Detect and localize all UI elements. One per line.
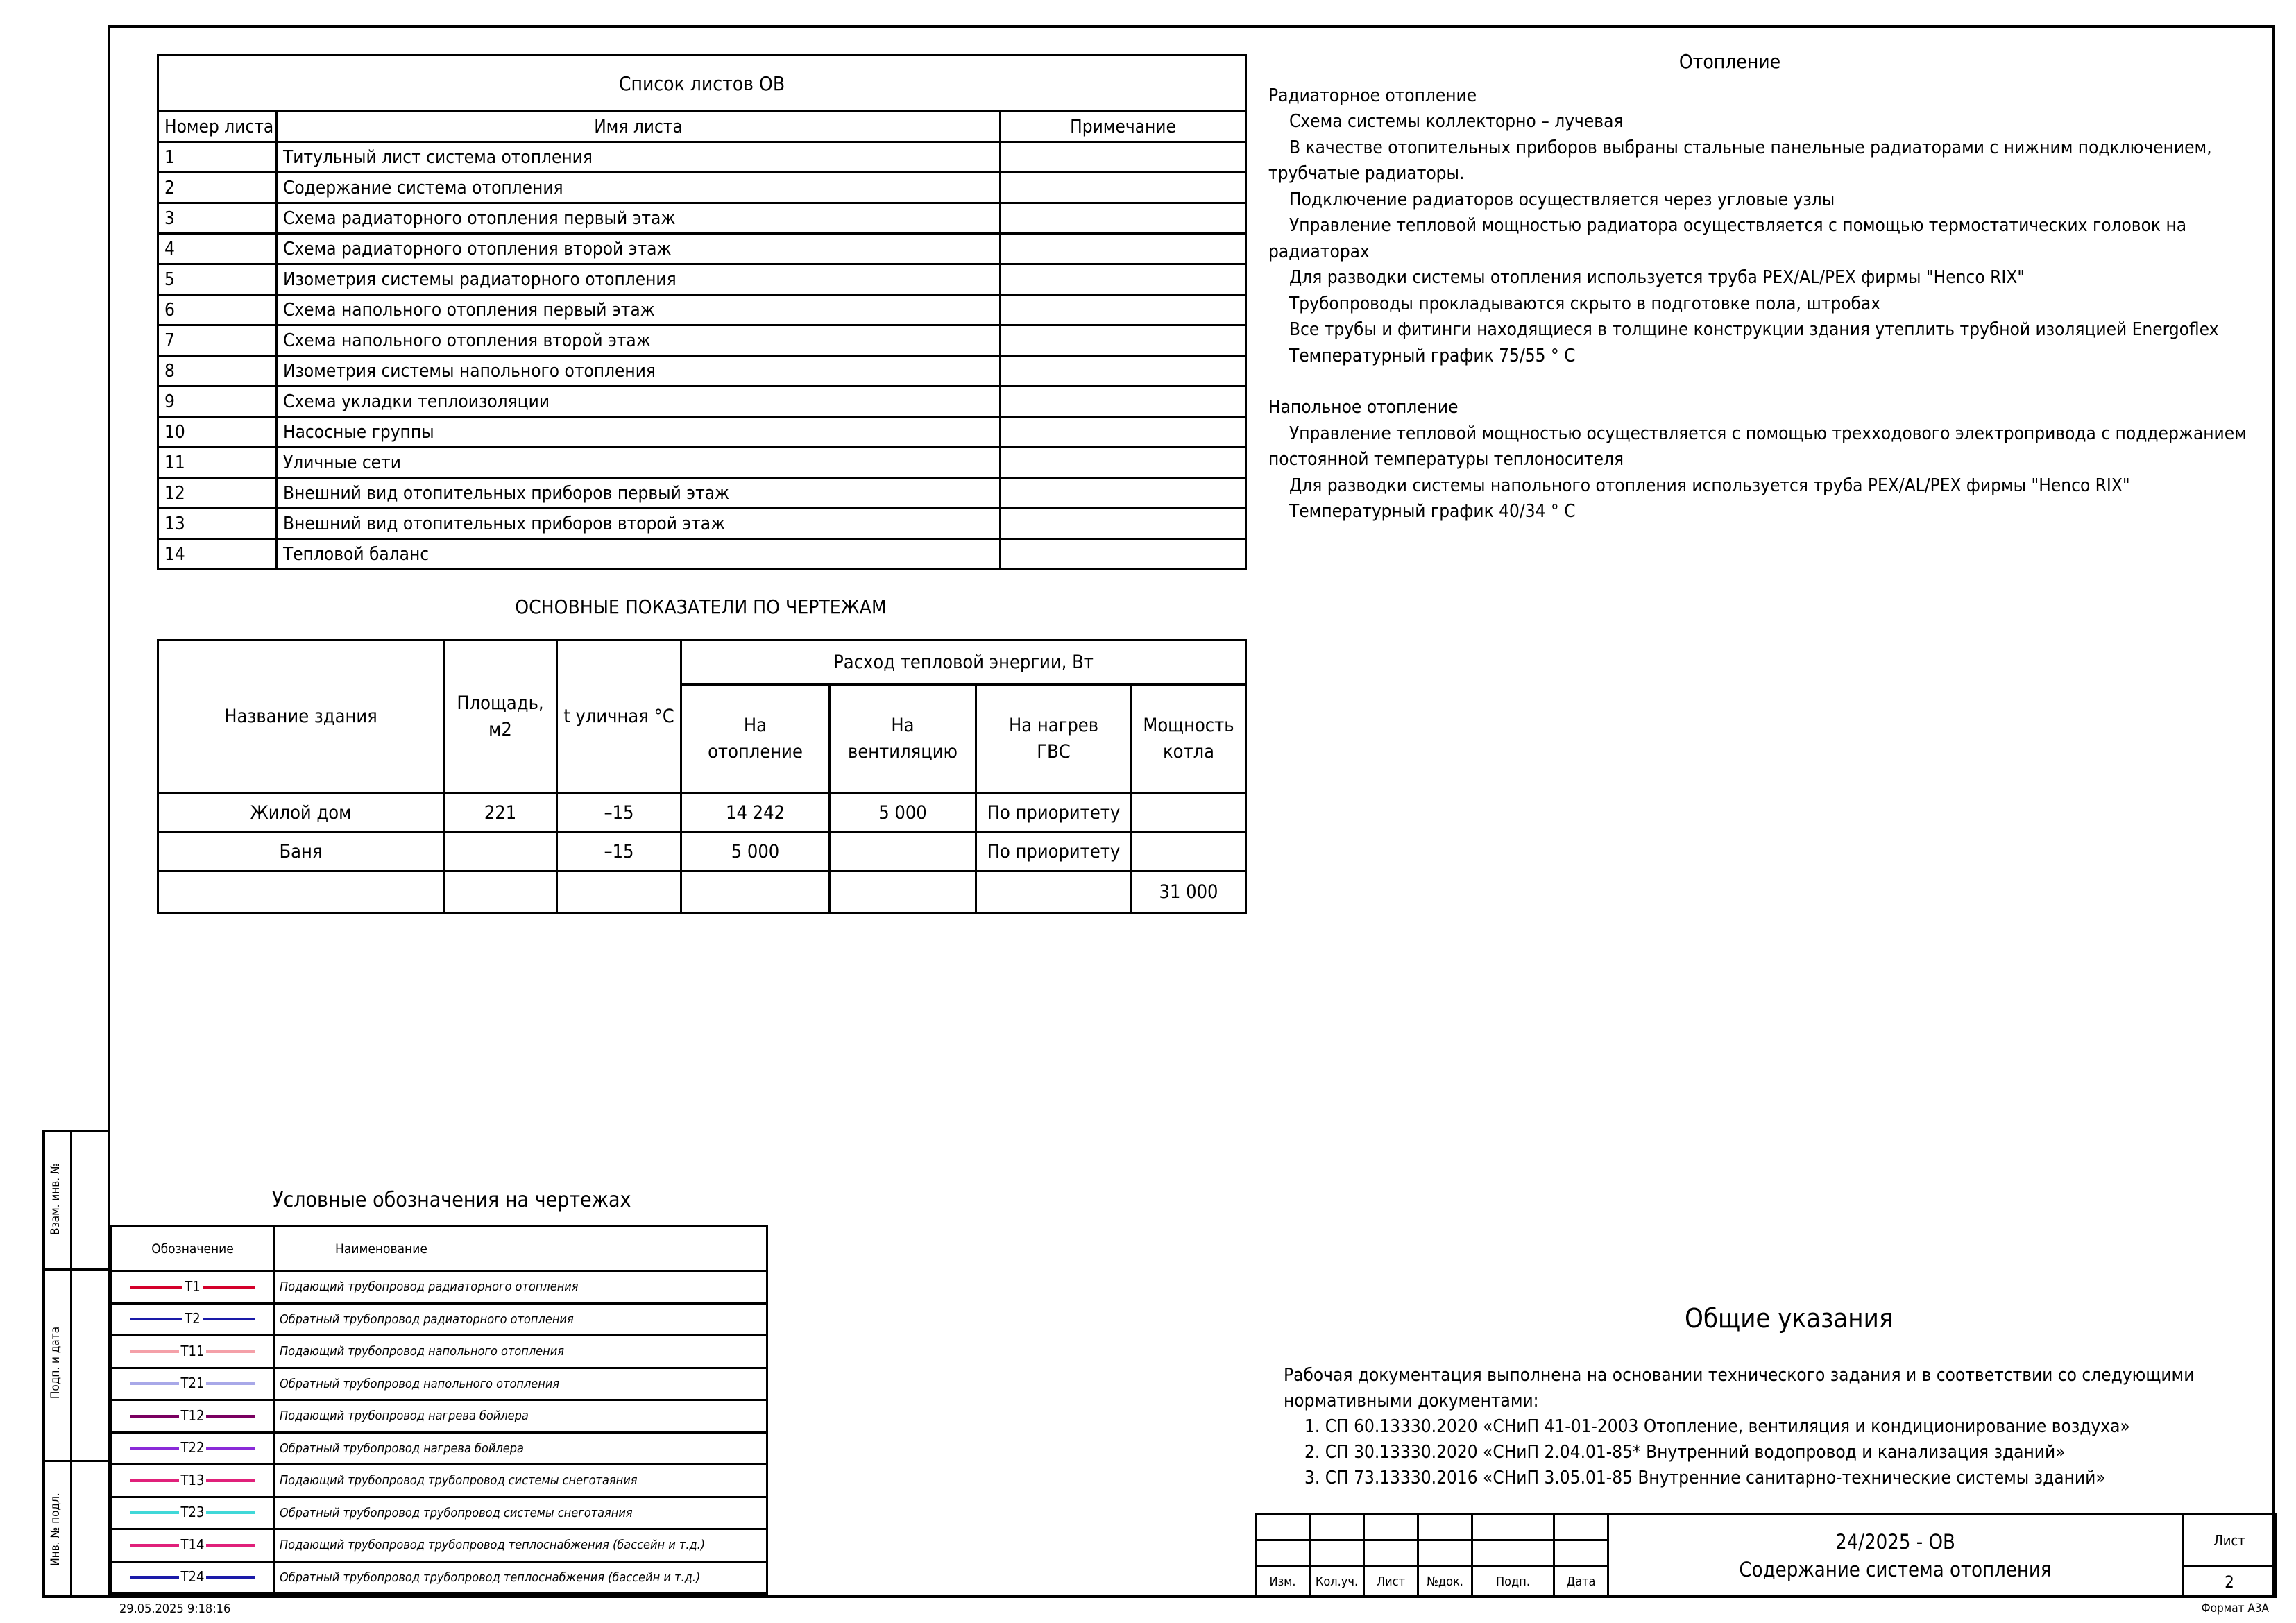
indicator-ventilation — [830, 833, 976, 872]
indicator-ventilation: 5 000 — [830, 794, 976, 833]
legend-code-label — [112, 1568, 273, 1585]
stamp-replace-inv: Взам. инв. № — [49, 1163, 62, 1235]
indicator-temp: –15 — [557, 833, 681, 872]
table-row — [158, 417, 1246, 448]
legend-code: Т22 — [179, 1439, 207, 1456]
legend-code: Т13 — [179, 1472, 207, 1488]
sheet-note — [1001, 264, 1246, 295]
floor-note-line: Для разводки системы напольного отопления используется труба PEX/AL/PEX фирмы "Henco RIX" — [1289, 475, 2130, 496]
legend-name: Подающий трубопровод нагрева бойлера — [275, 1400, 767, 1433]
legend-code: Т11 — [179, 1343, 207, 1359]
general-items — [1284, 1414, 2194, 1491]
legend-code: Т24 — [179, 1568, 207, 1585]
general-title: Общие указания — [1685, 1303, 1894, 1334]
legend-title: Условные обозначения на чертежах — [272, 1188, 631, 1212]
legend-row — [111, 1529, 767, 1562]
hdr-ventilation: На вентиляцию — [830, 685, 976, 794]
sheet-note — [1001, 539, 1246, 570]
table-row — [158, 356, 1246, 386]
title-block-label: Подп. — [1472, 1567, 1554, 1597]
general-intro-2: нормативными документами: — [1284, 1391, 1539, 1411]
sheet-number: 6 — [158, 295, 277, 325]
sheet-name: Схема укладки теплоизоляции — [277, 386, 1001, 417]
sheet-number: 4 — [158, 234, 277, 264]
legend-code-label — [112, 1278, 273, 1295]
legend-symbol — [111, 1432, 275, 1465]
sheet-name: Насосные группы — [277, 417, 1001, 448]
sheet-name: Изометрия системы напольного отопления — [277, 356, 1001, 386]
legend-table — [110, 1225, 768, 1595]
legend-col-name: Наименование — [275, 1227, 767, 1271]
hdr-area: Площадь, м2 — [444, 640, 557, 794]
radiator-note-line: Температурный график 75/55 ° С — [1289, 345, 1576, 366]
legend-symbol — [111, 1497, 275, 1529]
sheet-name: Внешний вид отопительных приборов первый этаж — [277, 478, 1001, 509]
indicators-table — [157, 639, 1247, 914]
sheet-number: 9 — [158, 386, 277, 417]
general-item: 2. СП 30.13330.2020 «СНиП 2.04.01-85* Внутренний водопровод и канализация зданий» — [1304, 1442, 2066, 1463]
legend-code-label — [112, 1536, 273, 1553]
sheet-list-table — [157, 54, 1247, 570]
sheet-number: 11 — [158, 448, 277, 478]
sheet-name: Схема напольного отопления первый этаж — [277, 295, 1001, 325]
hdr-dhw: На нагрев ГВС — [976, 685, 1132, 794]
legend-symbol — [111, 1303, 275, 1336]
sheet-name: Схема напольного отопления второй этаж — [277, 325, 1001, 356]
indicator-building — [158, 872, 444, 913]
sheet-number: 1 — [158, 142, 277, 173]
sheet-name: Тепловой баланс — [277, 539, 1001, 570]
legend-code: Т21 — [179, 1375, 207, 1391]
legend-name: Обратный трубопровод напольного отопления — [275, 1368, 767, 1400]
legend-row — [111, 1368, 767, 1400]
legend-row — [111, 1303, 767, 1336]
legend-symbol — [111, 1561, 275, 1594]
title-block — [1255, 1513, 2277, 1598]
sheet-number: 13 — [158, 509, 277, 539]
legend-code-label — [112, 1439, 273, 1456]
indicator-boiler — [1132, 833, 1246, 872]
title-block-label: №док. — [1418, 1567, 1472, 1597]
sheet-name: Содержание система отопления — [277, 173, 1001, 203]
legend-name: Обратный трубопровод трубопровод системы снеготаяния — [275, 1497, 767, 1529]
legend-row — [111, 1271, 767, 1304]
legend-code-label — [112, 1310, 273, 1327]
indicator-temp — [557, 872, 681, 913]
sheet-note — [1001, 295, 1246, 325]
radiator-note-line: Управление тепловой мощностью радиатора осуществляется с помощью термостатических головок на — [1289, 215, 2187, 236]
hdr-temp: t уличная °С — [557, 640, 681, 794]
general-item: 3. СП 73.13330.2016 «СНиП 3.05.01-85 Внутренние санитарно-технические системы зданий» — [1304, 1468, 2106, 1488]
table-row — [158, 264, 1246, 295]
indicator-dhw — [976, 872, 1132, 913]
sheet-list-rows — [158, 142, 1246, 570]
general-intro-1: Рабочая документация выполнена на основании технического задания и в соответствии со следующими — [1284, 1365, 2195, 1386]
sheet-name: Внешний вид отопительных приборов второй этаж — [277, 509, 1001, 539]
general-text — [1284, 1363, 2194, 1491]
sheet-number: 10 — [158, 417, 277, 448]
legend-symbol — [111, 1368, 275, 1400]
legend-row — [111, 1497, 767, 1529]
title-block-label: Кол.уч. — [1310, 1567, 1364, 1597]
sheet-name: Изометрия системы радиаторного отопления — [277, 264, 1001, 295]
format-label: Формат A3A — [2201, 1601, 2269, 1615]
indicator-building: Жилой дом — [158, 794, 444, 833]
indicator-heating — [681, 872, 830, 913]
floor-note-line: постоянной температуры теплоносителя — [1268, 449, 1624, 470]
sheet-number: 7 — [158, 325, 277, 356]
sheet-note — [1001, 478, 1246, 509]
heating-notes — [1268, 49, 2254, 525]
legend-code: Т23 — [179, 1504, 207, 1520]
sheet-name: Титульный лист система отопления — [277, 142, 1001, 173]
sheet-number: 5 — [158, 264, 277, 295]
legend-symbol — [111, 1400, 275, 1433]
legend-row — [111, 1561, 767, 1594]
table-row — [158, 203, 1246, 234]
radiator-note-line: трубчатые радиаторы. — [1268, 163, 1465, 184]
legend-name: Подающий трубопровод радиаторного отопления — [275, 1271, 767, 1304]
radiator-note-line: Трубопроводы прокладываются скрыто в подготовке пола, штробах — [1289, 293, 1881, 314]
legend-code-label — [112, 1375, 273, 1391]
stamp-original-inv: Инв. № подл. — [49, 1493, 62, 1566]
legend-name: Подающий трубопровод трубопровод системы снеготаяния — [275, 1465, 767, 1497]
sheet-number: 2 — [158, 173, 277, 203]
sheet-number: 8 — [158, 356, 277, 386]
table-row — [158, 386, 1246, 417]
sheet-note — [1001, 234, 1246, 264]
legend-row — [111, 1400, 767, 1433]
sheet-note — [1001, 509, 1246, 539]
sheet-note — [1001, 173, 1246, 203]
sheet-note — [1001, 325, 1246, 356]
table-row — [158, 509, 1246, 539]
sheet-number: 14 — [158, 539, 277, 570]
sheet-name: Уличные сети — [277, 448, 1001, 478]
general-item: 1. СП 60.13330.2020 «СНиП 41-01-2003 Отопление, вентиляция и кондиционирование воздуха» — [1304, 1416, 2130, 1437]
legend-name: Обратный трубопровод трубопровод теплоснабжения (бассейн и т.д.) — [275, 1561, 767, 1594]
table-row — [158, 234, 1246, 264]
radiator-note-line: Схема системы коллекторно – лучевая — [1289, 111, 1624, 132]
sheet-number: 3 — [158, 203, 277, 234]
legend-code: Т1 — [182, 1278, 202, 1295]
indicator-building: Баня — [158, 833, 444, 872]
col-sheet-name: Имя листа — [277, 112, 1001, 142]
legend-rows — [111, 1271, 767, 1594]
sheet-note — [1001, 448, 1246, 478]
floor-heading: Напольное отопление — [1268, 397, 1459, 418]
floor-note-line: Управление тепловой мощностью осуществляется с помощью трехходового электропривода с поддержанием — [1289, 423, 2247, 444]
legend-code: Т14 — [179, 1536, 207, 1553]
side-stamp — [42, 1130, 109, 1598]
legend-name: Обратный трубопровод нагрева бойлера — [275, 1432, 767, 1465]
legend-name: Обратный трубопровод радиаторного отопления — [275, 1303, 767, 1336]
table-row — [158, 325, 1246, 356]
indicator-area: 221 — [444, 794, 557, 833]
stamp-sign-date: Подп. и дата — [49, 1326, 62, 1400]
legend-name: Подающий трубопровод напольного отопления — [275, 1336, 767, 1368]
table-row — [158, 833, 1246, 872]
radiator-note-line: Подключение радиаторов осуществляется через угловые узлы — [1289, 189, 1835, 210]
legend-row — [111, 1336, 767, 1368]
sheet-number: 12 — [158, 478, 277, 509]
radiator-note-line: радиаторах — [1268, 241, 1370, 262]
indicator-dhw: По приоритету — [976, 794, 1132, 833]
indicator-heating: 14 242 — [681, 794, 830, 833]
radiator-lines — [1268, 109, 2254, 369]
floor-lines — [1268, 421, 2254, 525]
table-row — [158, 142, 1246, 173]
table-row — [158, 794, 1246, 833]
indicator-temp: –15 — [557, 794, 681, 833]
indicator-boiler: 31 000 — [1132, 872, 1246, 913]
legend-row — [111, 1432, 767, 1465]
hdr-heating: На отопление — [681, 685, 830, 794]
legend-symbol — [111, 1271, 275, 1304]
title-block-label: Изм. — [1256, 1567, 1310, 1597]
indicator-ventilation — [830, 872, 976, 913]
legend-col-symbol: Обозначение — [111, 1227, 275, 1271]
sheet-note — [1001, 386, 1246, 417]
hdr-energy: Расход тепловой энергии, Вт — [681, 640, 1246, 685]
legend-code-label — [112, 1343, 273, 1359]
legend-symbol — [111, 1465, 275, 1497]
sheet-name: Схема радиаторного отопления первый этаж — [277, 203, 1001, 234]
radiator-heading: Радиаторное отопление — [1268, 85, 1477, 106]
indicator-dhw: По приоритету — [976, 833, 1132, 872]
title-block-label: Дата — [1554, 1567, 1608, 1597]
sheet-name: Схема радиаторного отопления второй этаж — [277, 234, 1001, 264]
indicator-area — [444, 833, 557, 872]
sheet-note — [1001, 203, 1246, 234]
radiator-note-line: Для разводки системы отопления используется труба PEX/AL/PEX фирмы "Henco RIX" — [1289, 267, 2025, 288]
table-row — [158, 478, 1246, 509]
legend-code-label — [112, 1504, 273, 1520]
legend-code: Т12 — [179, 1407, 207, 1424]
indicators-title: ОСНОВНЫЕ ПОКАЗАТЕЛИ ПО ЧЕРТЕЖАМ — [515, 595, 887, 618]
title-block-main — [1608, 1514, 2183, 1597]
indicator-area — [444, 872, 557, 913]
indicators-rows — [158, 794, 1246, 913]
table-row — [158, 872, 1246, 913]
legend-code: Т2 — [182, 1310, 202, 1327]
col-sheet-number: Номер листа — [158, 112, 277, 142]
legend-row — [111, 1465, 767, 1497]
doc-code: 24/2025 - ОВ — [1835, 1529, 1955, 1554]
sheet-note — [1001, 142, 1246, 173]
hdr-building: Название здания — [158, 640, 444, 794]
sheet-note — [1001, 356, 1246, 386]
sheet-number-value: 2 — [2183, 1567, 2277, 1597]
table-row — [158, 173, 1246, 203]
sheet-list-title: Список листов ОВ — [158, 56, 1246, 112]
floor-note-line: Температурный график 40/34 ° С — [1289, 501, 1576, 522]
hdr-boiler: Мощность котла — [1132, 685, 1246, 794]
radiator-note-line: В качестве отопительных приборов выбраны стальные панельные радиаторами с нижним подключением, — [1289, 137, 2212, 158]
radiator-note-line: Все трубы и фитинги находящиеся в толщине конструкции здания утеплить трубной изоляцией Energoflex — [1289, 319, 2219, 340]
legend-name: Подающий трубопровод трубопровод теплоснабжения (бассейн и т.д.) — [275, 1529, 767, 1562]
sheet-label: Лист — [2183, 1514, 2277, 1567]
table-row — [158, 295, 1246, 325]
indicator-heating: 5 000 — [681, 833, 830, 872]
title-block-label: Лист — [1364, 1567, 1418, 1597]
sheet-note — [1001, 417, 1246, 448]
doc-name: Содержание система отопления — [1739, 1557, 2052, 1581]
indicator-boiler — [1132, 794, 1246, 833]
legend-symbol — [111, 1336, 275, 1368]
table-row — [158, 448, 1246, 478]
legend-symbol — [111, 1529, 275, 1562]
print-date: 29.05.2025 9:18:16 — [119, 1601, 231, 1616]
heating-title: Отопление — [1678, 50, 1781, 73]
legend-code-label — [112, 1407, 273, 1424]
legend-code-label — [112, 1472, 273, 1488]
table-row — [158, 539, 1246, 570]
col-note: Примечание — [1001, 112, 1246, 142]
